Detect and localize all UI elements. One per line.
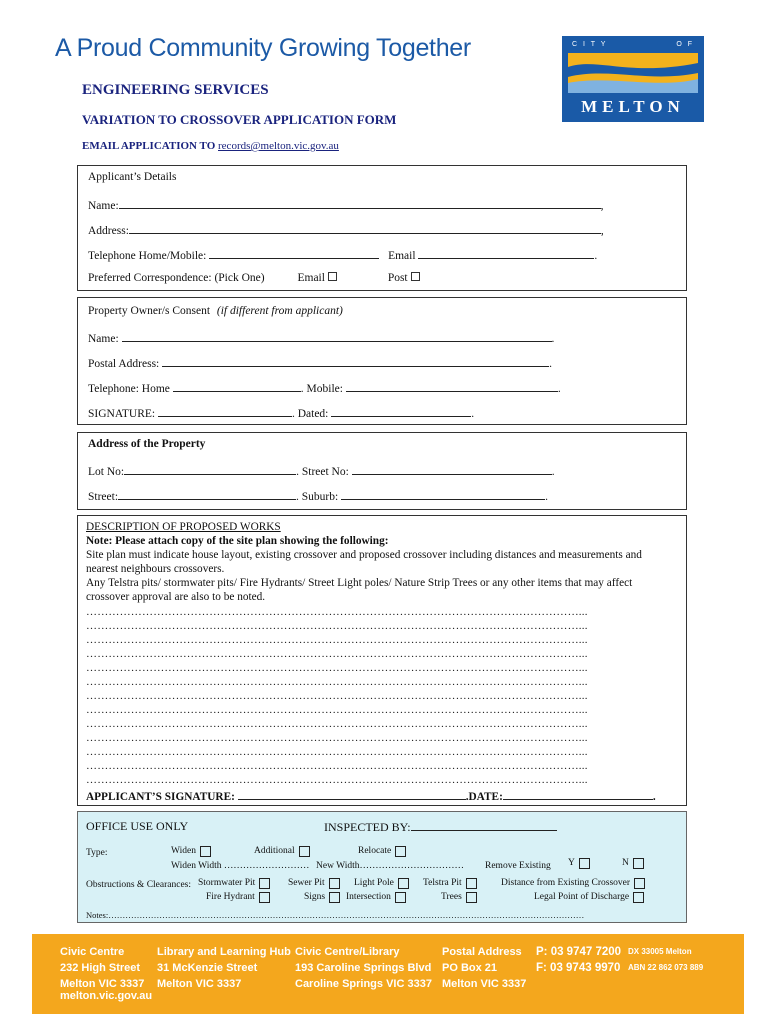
footer-fax: F: 03 9743 9970 <box>536 962 621 974</box>
suburb-label: . Suburb: <box>296 491 339 503</box>
applicant-address-row: Address: , <box>88 222 604 237</box>
applicant-address-field[interactable] <box>129 222 601 234</box>
owner-phone-label: Telephone: Home <box>88 383 170 395</box>
lot-label: Lot No: <box>88 466 125 478</box>
owner-mobile-field[interactable] <box>346 380 558 392</box>
footer-phone: P: 03 9747 7200 <box>536 946 622 958</box>
owner-signature-row: SIGNATURE: . Dated: . <box>88 405 474 420</box>
notes-field[interactable]: Notes:…………………………………………………………………………………………………………………………………………………… <box>86 910 585 920</box>
preferred-correspondence-label: Preferred Correspondence: (Pick One) <box>88 272 265 284</box>
footer-line: Melton VIC 3337 <box>442 978 527 990</box>
remove-existing-yes <box>568 858 590 869</box>
footer-dx-abn <box>628 944 703 976</box>
owner-heading: Property Owner/s Consent <box>88 305 211 317</box>
works-dotted-line[interactable]: ……………………………………………………………………………………………………………………... <box>86 760 588 772</box>
owner-dated-label: . Dated: <box>291 408 329 420</box>
footer-line: Civic Centre/Library <box>295 946 400 958</box>
email-link[interactable]: records@melton.vic.gov.au <box>218 140 339 152</box>
logo-melton: MELTON <box>581 97 685 116</box>
new-width-field[interactable]: New Width…………………………… <box>316 861 465 871</box>
distance-checkbox[interactable] <box>634 878 645 889</box>
additional-option <box>254 846 310 857</box>
additional-label: Additional <box>254 846 295 856</box>
applicant-address-label: Address: <box>88 225 129 237</box>
signs-label: Signs <box>304 892 326 902</box>
footer-line: PO Box 21 <box>442 962 498 974</box>
intersection-option <box>346 892 406 903</box>
proposed-works-section <box>77 515 687 806</box>
intersection-checkbox[interactable] <box>395 892 406 903</box>
inspected-by-row <box>324 819 557 835</box>
owner-phone-row: Telephone: Home . Mobile: . <box>88 380 561 395</box>
street-label: Street: <box>88 491 119 503</box>
owner-phone-field[interactable] <box>173 380 301 392</box>
fire-hydrant-checkbox[interactable] <box>259 892 270 903</box>
works-text-4: crossover approval are also to be noted. <box>86 591 266 603</box>
owner-mobile-label: . Mobile: <box>300 383 343 395</box>
works-dotted-line[interactable]: ……………………………………………………………………………………………………………………... <box>86 774 588 786</box>
owner-signature-label: SIGNATURE: <box>88 408 156 420</box>
footer-line: Postal Address <box>442 946 522 958</box>
type-label: Type: <box>86 848 108 858</box>
lot-row: Lot No: . Street No: . <box>88 463 555 478</box>
owner-consent-section <box>77 297 687 425</box>
post-checkbox[interactable] <box>411 272 420 281</box>
footer-line: 232 High Street <box>60 962 141 974</box>
works-dotted-line[interactable]: ……………………………………………………………………………………………………………………... <box>86 648 588 660</box>
signs-checkbox[interactable] <box>329 892 340 903</box>
office-use-section <box>77 811 687 923</box>
light-pole-label: Light Pole <box>354 878 394 888</box>
footer-line: Melton VIC 3337 <box>60 978 145 990</box>
owner-name-label: Name: <box>88 333 119 345</box>
works-text-1: Site plan must indicate house layout, existing crossover and proposed crossover including distances and measurements and <box>86 549 642 561</box>
works-dotted-line[interactable]: ……………………………………………………………………………………………………………………... <box>86 634 588 646</box>
distance-option <box>501 878 645 889</box>
telstra-option <box>423 878 477 889</box>
logo-city: C I T Y <box>572 41 608 48</box>
yes-label: Y <box>568 858 575 868</box>
applicant-email-field[interactable] <box>418 247 594 259</box>
email-instruction <box>82 140 339 152</box>
owner-heading-row <box>88 305 343 317</box>
legal-point-checkbox[interactable] <box>633 892 644 903</box>
owner-signature-field[interactable] <box>158 405 292 417</box>
inspected-by-label: INSPECTED BY: <box>324 820 411 834</box>
works-dotted-line[interactable]: ……………………………………………………………………………………………………………………... <box>86 662 588 674</box>
works-dotted-line[interactable]: ……………………………………………………………………………………………………………………... <box>86 620 588 632</box>
remove-existing-label: Remove Existing <box>485 861 551 871</box>
works-text-2: nearest neighbours crossovers. <box>86 563 225 575</box>
intersection-label: Intersection <box>346 892 391 902</box>
owner-heading-note: (if different from applicant) <box>216 305 343 317</box>
form-subtitle: VARIATION TO CROSSOVER APPLICATION FORM <box>82 112 397 127</box>
works-text-3: Any Telstra pits/ stormwater pits/ Fire Hydrants/ Street Light poles/ Nature Strip Trees or any other items that may affect <box>86 577 633 589</box>
relocate-checkbox[interactable] <box>395 846 406 857</box>
street-no-label: . Street No: <box>296 466 349 478</box>
post-option-label: Post <box>387 272 408 284</box>
logo-of: O F <box>676 41 694 48</box>
widen-option <box>171 846 211 857</box>
widen-width-field[interactable]: Widen Width ……………………… <box>171 861 310 871</box>
office-title: OFFICE USE ONLY <box>86 819 189 833</box>
footer-website-link[interactable]: melton.vic.gov.au <box>60 990 153 1002</box>
stormwater-checkbox[interactable] <box>259 878 270 889</box>
applicant-signature-row: APPLICANT’S SIGNATURE: .DATE: . <box>86 788 656 803</box>
remove-existing-no <box>622 858 644 869</box>
footer-line: Melton VIC 3337 <box>157 978 242 990</box>
tagline: A Proud Community Growing Together <box>55 34 471 62</box>
footer-library-hub <box>157 944 291 992</box>
works-dotted-line[interactable]: ……………………………………………………………………………………………………………………... <box>86 606 588 618</box>
no-checkbox[interactable] <box>633 858 644 869</box>
yes-checkbox[interactable] <box>579 858 590 869</box>
works-dotted-line[interactable]: ……………………………………………………………………………………………………………………... <box>86 676 588 688</box>
stormwater-label: Stormwater Pit <box>198 878 256 888</box>
works-dotted-line[interactable]: ……………………………………………………………………………………………………………………... <box>86 732 588 744</box>
signs-option <box>304 892 340 903</box>
owner-postal-label: Postal Address: <box>88 358 160 370</box>
light-pole-checkbox[interactable] <box>398 878 409 889</box>
footer-caroline-springs <box>295 944 432 992</box>
owner-dated-field[interactable] <box>331 405 471 417</box>
trees-option <box>441 892 477 903</box>
applicant-heading: Applicant’s Details <box>88 171 177 183</box>
additional-checkbox[interactable] <box>299 846 310 857</box>
footer-line: 193 Caroline Springs Blvd <box>295 962 432 974</box>
fire-hydrant-label: Fire Hydrant <box>206 892 255 902</box>
email-label: EMAIL APPLICATION TO <box>82 140 216 152</box>
obstructions-label: Obstructions & Clearances: <box>86 880 192 890</box>
inspected-by-field[interactable] <box>411 819 557 831</box>
works-dotted-line[interactable]: ……………………………………………………………………………………………………………………... <box>86 704 588 716</box>
telstra-checkbox[interactable] <box>466 878 477 889</box>
trees-label: Trees <box>441 892 462 902</box>
stormwater-option <box>198 878 270 889</box>
street-no-field[interactable] <box>352 463 552 475</box>
footer <box>32 934 744 1014</box>
owner-postal-field[interactable] <box>162 355 549 367</box>
works-dotted-line[interactable]: ……………………………………………………………………………………………………………………... <box>86 718 588 730</box>
preferred-correspondence-row <box>88 272 420 284</box>
widen-checkbox[interactable] <box>200 846 211 857</box>
suburb-field[interactable] <box>341 488 545 500</box>
page-title: ENGINEERING SERVICES <box>82 82 269 98</box>
logo-wave-graphic <box>568 53 698 93</box>
works-dotted-line[interactable]: ……………………………………………………………………………………………………………………... <box>86 690 588 702</box>
telstra-label: Telstra Pit <box>423 878 462 888</box>
applicant-date-label: .DATE: <box>465 791 503 803</box>
applicant-date-field[interactable] <box>503 788 653 800</box>
fire-hydrant-option <box>206 892 270 903</box>
trees-checkbox[interactable] <box>466 892 477 903</box>
applicant-name-row: Name: , <box>88 197 604 212</box>
works-dotted-line[interactable]: ……………………………………………………………………………………………………………………... <box>86 746 588 758</box>
footer-dx: DX 33005 Melton <box>628 947 692 956</box>
footer-line: 31 McKenzie Street <box>157 962 258 974</box>
applicant-signature-field[interactable] <box>238 788 466 800</box>
sewer-checkbox[interactable] <box>329 878 340 889</box>
street-row: Street: . Suburb: . <box>88 488 548 503</box>
footer-line: Library and Learning Hub <box>157 946 291 958</box>
sewer-option <box>288 878 340 889</box>
city-of-melton-logo <box>562 36 704 122</box>
applicant-phone-field[interactable] <box>209 247 379 259</box>
applicant-email-label: Email <box>388 250 416 262</box>
applicant-phone-row: Telephone Home/Mobile: Email . <box>88 247 597 262</box>
applicant-details-section <box>77 165 687 291</box>
legal-point-label: Legal Point of Discharge <box>534 892 630 902</box>
footer-abn: ABN 22 862 073 889 <box>628 963 704 972</box>
works-heading: DESCRIPTION OF PROPOSED WORKS <box>86 521 281 533</box>
applicant-signature-label: APPLICANT’S SIGNATURE: <box>86 791 235 803</box>
email-checkbox[interactable] <box>328 272 337 281</box>
relocate-option <box>358 846 406 857</box>
lot-field[interactable] <box>124 463 296 475</box>
distance-label: Distance from Existing Crossover <box>501 878 631 888</box>
applicant-name-label: Name: <box>88 200 119 212</box>
applicant-phone-label: Telephone Home/Mobile: <box>88 250 207 262</box>
footer-postal-address <box>442 944 526 992</box>
property-heading: Address of the Property <box>88 438 206 450</box>
light-pole-option <box>354 878 409 889</box>
footer-civic-centre <box>60 944 144 992</box>
widen-label: Widen <box>171 846 196 856</box>
sewer-label: Sewer Pit <box>288 878 325 888</box>
works-note: Note: Please attach copy of the site plan showing the following: <box>86 535 389 547</box>
relocate-label: Relocate <box>358 846 392 856</box>
footer-line: Caroline Springs VIC 3337 <box>295 978 432 990</box>
legal-point-option <box>534 892 644 903</box>
owner-name-field[interactable] <box>122 330 552 342</box>
email-option-label: Email <box>297 272 325 284</box>
no-label: N <box>622 858 629 868</box>
footer-line: Civic Centre <box>60 946 125 958</box>
applicant-name-field[interactable] <box>119 197 601 209</box>
owner-name-row: Name: . <box>88 330 554 345</box>
footer-contact <box>536 944 621 976</box>
street-field[interactable] <box>118 488 296 500</box>
property-address-section <box>77 432 687 510</box>
owner-postal-row: Postal Address: . <box>88 355 552 370</box>
